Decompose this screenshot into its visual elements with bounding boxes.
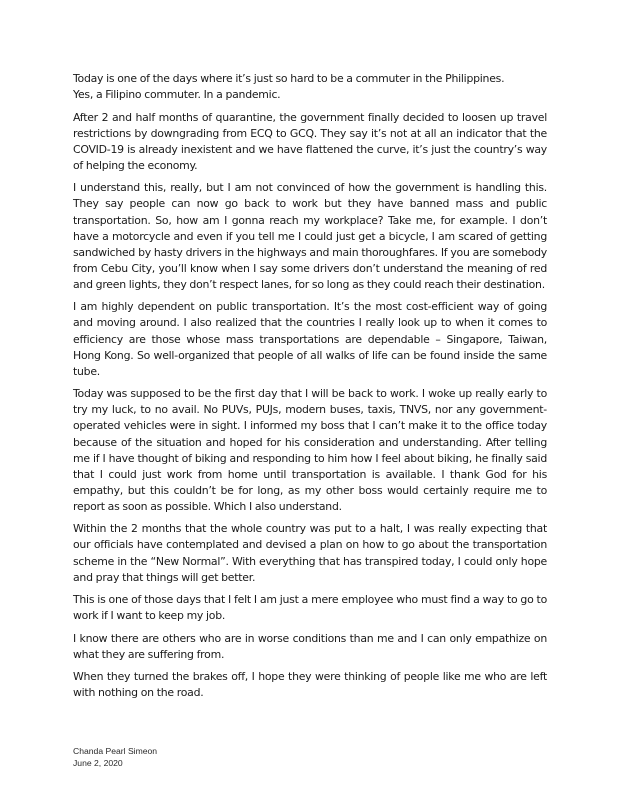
paragraph-mere-employee: This is one of those days that I felt I am just a mere employee who must find a way to go to work if I want to keep my job. xyxy=(73,593,547,623)
author-name: Chanda Pearl Simeon xyxy=(73,746,158,756)
paragraph-intro xyxy=(73,71,547,103)
document-body xyxy=(73,71,547,708)
paragraph-public-transportation: I am highly dependent on public transportation. It’s the most cost-efficient way of going and moving around. I also realized that the countries I really look up to when it comes to efficiency are those whose mass transportations are dependable – Singapore, Taiwan, Hong Kong. So well-organized that people of all walks of life can be found inside the same tube. xyxy=(73,300,547,378)
intro-line-1: Today is one of the days where it’s just so hard to be a commuter in the Philippines. xyxy=(73,72,505,85)
paragraph-new-normal: Within the 2 months that the whole country was put to a halt, I was really expecting that our officials have contemplated and devised a plan on how to go about the transportation scheme in the “New Normal”. With everything that has transpired today, I could only hope and pray that things will get better. xyxy=(73,522,547,584)
signature-block xyxy=(73,746,157,769)
paragraph-first-day-back: Today was supposed to be the first day that I will be back to work. I woke up really early to try my luck, to no avail. No PUVs, PUJs, modern buses, taxis, TNVS, nor any government-operated vehicles were in sight. I informed my boss that I can’t make it to the office today because of the situation and hoped for his consideration and understanding. After telling me if I have thought of biking and responding to him how I feel about biking, he finally said that I could just work from home until transportation is available. I thank God for his empathy, but this couldn’t be for long, as my other boss would certainly require me to report as soon as possible. Which I also understand. xyxy=(73,387,547,513)
paragraph-brakes-off: When they turned the brakes off, I hope they were thinking of people like me who are left with nothing on the road. xyxy=(73,670,547,700)
signature-date: June 2, 2020 xyxy=(73,757,123,768)
paragraph-government-handling: I understand this, really, but I am not convinced of how the government is handling this. They say people can now go back to work but they have banned mass and public transportation. So, how am I gonna reach my workplace? Take me, for example. I don’t have a motorcycle and even if you tell me I could just get a bicycle, I am scared of getting sandwiched by hasty drivers in the highways and main thoroughfares. If you are somebody from Cebu City, you’ll know when I say some drivers don’t understand the meaning of red and green lights, they don’t respect lanes, for so long as they could reach their destination. xyxy=(73,181,547,291)
paragraph-empathize: I know there are others who are in worse conditions than me and I can only empathize on what they are suffering from. xyxy=(73,631,547,661)
intro-line-2: Yes, a Filipino commuter. In a pandemic. xyxy=(73,88,281,102)
paragraph-quarantine: After 2 and half months of quarantine, the government finally decided to loosen up travel restrictions by downgrading from ECQ to GCQ. They say it’s not at all an indicator that the COVID-19 is already inexistent and we have flattened the curve, it’s just the country’s way of helping the economy. xyxy=(73,110,547,172)
